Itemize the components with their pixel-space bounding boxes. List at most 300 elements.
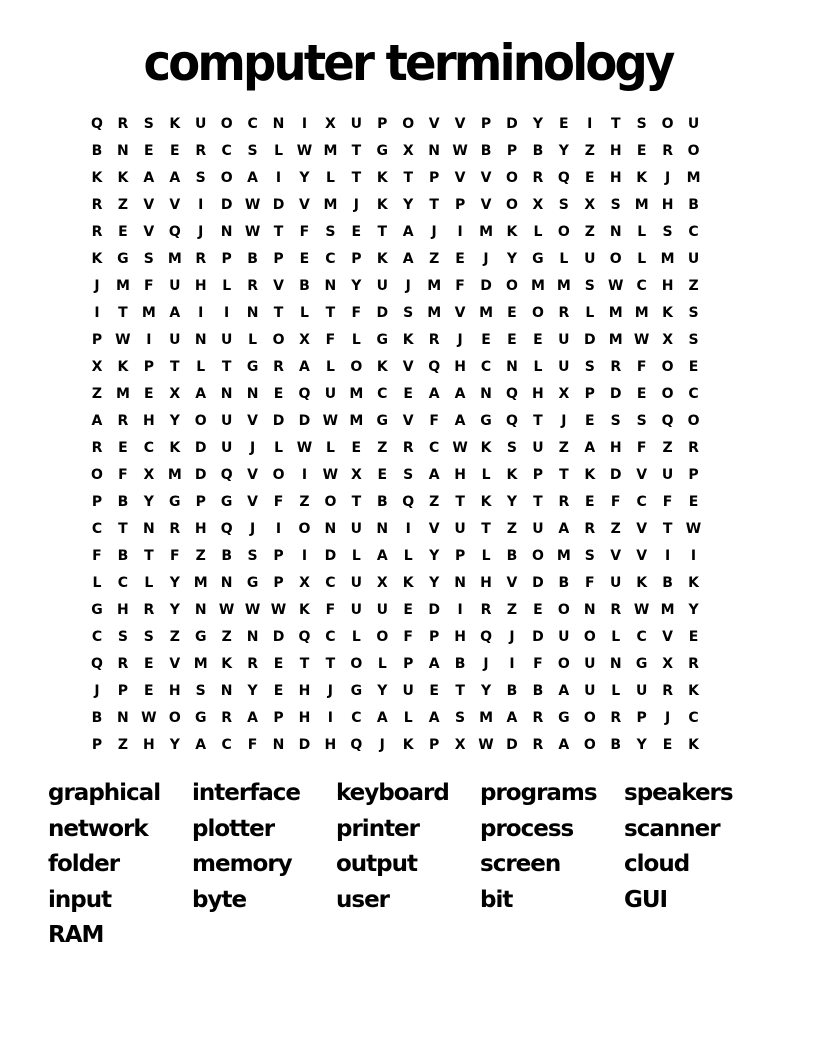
grid-letter: A bbox=[376, 548, 388, 564]
grid-letter: X bbox=[299, 575, 310, 591]
grid-letter: N bbox=[324, 521, 337, 537]
grid-letter: R bbox=[662, 683, 673, 699]
grid-letter: H bbox=[194, 278, 207, 294]
grid-letter: R bbox=[558, 305, 570, 321]
grid-letter: H bbox=[609, 143, 622, 159]
grid-letter: P bbox=[480, 116, 492, 132]
grid-letter: Y bbox=[429, 575, 440, 591]
grid-letter: D bbox=[194, 440, 207, 456]
grid-letter: B bbox=[299, 278, 310, 294]
grid-letter: H bbox=[661, 278, 674, 294]
grid-row bbox=[84, 489, 734, 516]
grid-letter: T bbox=[221, 359, 232, 375]
grid-letter: L bbox=[144, 575, 154, 591]
grid-letter: R bbox=[558, 494, 570, 510]
grid-letter: R bbox=[584, 521, 596, 537]
grid-letter: I bbox=[198, 197, 204, 213]
grid-letter: E bbox=[403, 386, 413, 402]
grid-letter: V bbox=[454, 116, 466, 132]
grid-letter: E bbox=[533, 602, 543, 618]
grid-row bbox=[84, 246, 734, 273]
grid-letter: O bbox=[531, 305, 544, 321]
grid-letter: U bbox=[558, 359, 570, 375]
grid-letter: Z bbox=[506, 602, 518, 618]
grid-letter: F bbox=[247, 737, 258, 753]
grid-letter: L bbox=[351, 548, 361, 564]
grid-letter: B bbox=[454, 656, 466, 672]
grid-letter: I bbox=[457, 602, 463, 618]
grid-letter: L bbox=[274, 143, 283, 159]
grid-letter: N bbox=[142, 521, 155, 537]
grid-letter: Z bbox=[169, 629, 180, 645]
grid-letter: W bbox=[218, 602, 235, 618]
grid-letter: C bbox=[377, 386, 388, 402]
grid-letter: O bbox=[583, 629, 596, 645]
grid-letter: M bbox=[193, 575, 208, 591]
grid-letter: N bbox=[246, 305, 259, 321]
grid-letter: M bbox=[323, 143, 338, 159]
grid-letter: P bbox=[584, 386, 595, 402]
grid-letter: O bbox=[557, 656, 570, 672]
grid-letter: C bbox=[636, 278, 647, 294]
grid-letter: M bbox=[141, 305, 156, 321]
grid-letter: V bbox=[273, 278, 284, 294]
grid-letter: N bbox=[117, 710, 129, 726]
grid-letter: W bbox=[115, 332, 131, 348]
grid-letter: U bbox=[220, 332, 233, 348]
grid-letter: E bbox=[688, 494, 699, 510]
grid-letter: S bbox=[688, 332, 699, 348]
grid-letter: L bbox=[637, 251, 647, 267]
grid-letter: R bbox=[480, 602, 492, 618]
grid-letter: H bbox=[142, 737, 155, 753]
grid-letter: G bbox=[558, 710, 570, 726]
grid-letter: U bbox=[687, 251, 700, 267]
grid-letter: S bbox=[247, 548, 258, 564]
grid-letter: V bbox=[480, 170, 492, 186]
grid-letter: A bbox=[195, 737, 207, 753]
grid-letter: G bbox=[246, 359, 259, 375]
grid-letter: N bbox=[506, 359, 518, 375]
grid-letter: E bbox=[403, 602, 413, 618]
grid-letter: X bbox=[532, 197, 544, 213]
grid-letter: S bbox=[403, 467, 414, 483]
grid-letter: W bbox=[607, 278, 624, 294]
grid-letter: W bbox=[322, 413, 339, 429]
grid-letter: M bbox=[634, 305, 649, 321]
grid-letter: O bbox=[531, 548, 544, 564]
grid-letter: P bbox=[117, 683, 129, 699]
grid-row bbox=[84, 435, 734, 462]
grid-letter: D bbox=[376, 305, 389, 321]
grid-letter: O bbox=[350, 656, 363, 672]
grid-letter: S bbox=[143, 251, 154, 267]
grid-letter: R bbox=[532, 170, 544, 186]
grid-letter: T bbox=[429, 197, 439, 213]
grid-letter: O bbox=[220, 116, 233, 132]
grid-letter: S bbox=[662, 224, 673, 240]
grid-letter: O bbox=[661, 116, 674, 132]
grid-letter: P bbox=[532, 467, 544, 483]
word-list-item: keyboard bbox=[336, 780, 449, 806]
grid-letter: S bbox=[636, 413, 647, 429]
grid-row bbox=[84, 219, 734, 246]
grid-letter: O bbox=[687, 143, 700, 159]
grid-letter: G bbox=[194, 710, 207, 726]
grid-letter: Z bbox=[117, 197, 128, 213]
grid-letter: W bbox=[685, 521, 702, 537]
grid-letter: J bbox=[664, 170, 671, 186]
grid-row bbox=[84, 354, 734, 381]
grid-letter: G bbox=[376, 143, 389, 159]
grid-letter: P bbox=[91, 332, 103, 348]
page-title: computer terminology bbox=[143, 34, 673, 92]
grid-letter: K bbox=[402, 575, 414, 591]
grid-letter: V bbox=[636, 467, 648, 483]
grid-row bbox=[84, 273, 734, 300]
grid-letter: S bbox=[558, 197, 569, 213]
grid-letter: A bbox=[454, 386, 466, 402]
grid-letter: L bbox=[585, 305, 595, 321]
grid-letter: P bbox=[91, 737, 103, 753]
grid-letter: H bbox=[480, 575, 492, 591]
grid-letter: H bbox=[168, 683, 181, 699]
grid-letter: E bbox=[169, 143, 180, 159]
grid-letter: W bbox=[633, 332, 650, 348]
grid-letter: C bbox=[688, 386, 699, 402]
grid-letter: U bbox=[220, 440, 233, 456]
grid-letter: P bbox=[454, 548, 466, 564]
grid-letter: O bbox=[402, 116, 415, 132]
word-list-item: scanner bbox=[624, 815, 720, 842]
grid-letter: K bbox=[480, 440, 492, 456]
grid-letter: A bbox=[558, 521, 570, 537]
grid-letter: O bbox=[376, 629, 389, 645]
grid-letter: I bbox=[457, 224, 463, 240]
grid-letter: O bbox=[220, 170, 233, 186]
grid-letter: R bbox=[91, 224, 103, 240]
grid-letter: Q bbox=[480, 629, 492, 645]
grid-letter: B bbox=[532, 683, 544, 699]
grid-letter: C bbox=[221, 737, 232, 753]
grid-letter: D bbox=[220, 197, 233, 213]
grid-letter: A bbox=[454, 413, 466, 429]
grid-letter: V bbox=[169, 197, 181, 213]
grid-letter: R bbox=[532, 710, 544, 726]
grid-letter: U bbox=[454, 521, 466, 537]
grid-letter: O bbox=[506, 197, 518, 213]
grid-letter: A bbox=[428, 467, 440, 483]
grid-letter: K bbox=[402, 332, 414, 348]
grid-letter: G bbox=[220, 494, 233, 510]
grid-letter: Z bbox=[506, 521, 518, 537]
grid-letter: W bbox=[633, 602, 650, 618]
grid-letter: N bbox=[454, 575, 466, 591]
grid-letter: K bbox=[636, 170, 648, 186]
grid-row bbox=[84, 678, 734, 705]
grid-letter: U bbox=[584, 656, 596, 672]
grid-letter: K bbox=[662, 305, 674, 321]
grid-letter: U bbox=[610, 575, 622, 591]
grid-letter: Y bbox=[506, 494, 518, 510]
grid-letter: V bbox=[169, 656, 181, 672]
grid-letter: Q bbox=[506, 413, 518, 429]
grid-letter: C bbox=[325, 251, 336, 267]
word-list-item: input bbox=[48, 886, 112, 913]
grid-letter: F bbox=[273, 494, 284, 510]
grid-letter: L bbox=[481, 548, 491, 564]
grid-letter: R bbox=[117, 413, 129, 429]
grid-letter: Y bbox=[169, 575, 180, 591]
grid-letter: M bbox=[115, 278, 130, 294]
grid-letter: G bbox=[532, 251, 544, 267]
grid-letter: N bbox=[272, 116, 285, 132]
grid-letter: O bbox=[91, 467, 103, 483]
grid-row bbox=[84, 624, 734, 651]
grid-letter: N bbox=[609, 224, 622, 240]
grid-letter: B bbox=[480, 143, 492, 159]
grid-letter: G bbox=[480, 413, 492, 429]
grid-letter: Y bbox=[403, 197, 414, 213]
grid-letter: I bbox=[301, 548, 308, 564]
grid-letter: A bbox=[558, 737, 570, 753]
grid-letter: T bbox=[662, 521, 673, 537]
grid-letter: U bbox=[376, 278, 388, 294]
grid-letter: K bbox=[376, 359, 388, 375]
grid-letter: U bbox=[687, 116, 700, 132]
word-list-item: printer bbox=[336, 815, 420, 842]
grid-letter: M bbox=[608, 305, 623, 321]
grid-letter: G bbox=[246, 575, 259, 591]
grid-letter: J bbox=[431, 224, 437, 240]
grid-letter: K bbox=[91, 170, 103, 186]
grid-letter: Q bbox=[506, 386, 518, 402]
grid-letter: K bbox=[688, 575, 699, 591]
grid-letter: A bbox=[247, 710, 259, 726]
grid-letter: R bbox=[688, 440, 699, 456]
grid-letter: Q bbox=[91, 656, 103, 672]
grid-row bbox=[84, 327, 734, 354]
grid-letter: E bbox=[584, 413, 595, 429]
grid-letter: V bbox=[402, 359, 414, 375]
grid-letter: Z bbox=[377, 440, 388, 456]
grid-letter: B bbox=[221, 548, 232, 564]
grid-letter: P bbox=[273, 548, 284, 564]
grid-letter: I bbox=[301, 467, 308, 483]
grid-letter: O bbox=[661, 359, 674, 375]
word-list-item: network bbox=[48, 815, 148, 842]
grid-letter: A bbox=[402, 224, 414, 240]
grid-letter: I bbox=[327, 710, 334, 726]
grid-letter: M bbox=[634, 197, 649, 213]
grid-letter: U bbox=[532, 440, 544, 456]
grid-letter: S bbox=[610, 413, 621, 429]
grid-letter: H bbox=[117, 602, 129, 618]
grid-letter: S bbox=[195, 683, 206, 699]
grid-letter: M bbox=[115, 386, 130, 402]
grid-letter: G bbox=[117, 251, 129, 267]
grid-letter: K bbox=[91, 251, 103, 267]
grid-letter: P bbox=[273, 710, 284, 726]
grid-letter: U bbox=[350, 602, 363, 618]
grid-letter: E bbox=[662, 737, 673, 753]
grid-letter: P bbox=[273, 575, 284, 591]
grid-letter: D bbox=[532, 575, 544, 591]
grid-letter: C bbox=[688, 224, 699, 240]
grid-letter: F bbox=[118, 467, 128, 483]
grid-letter: D bbox=[298, 737, 311, 753]
grid-letter: K bbox=[117, 170, 129, 186]
grid-letter: E bbox=[584, 494, 595, 510]
grid-letter: E bbox=[144, 143, 154, 159]
word-list bbox=[48, 776, 788, 954]
grid-letter: O bbox=[583, 710, 596, 726]
grid-letter: N bbox=[194, 332, 207, 348]
grid-letter: M bbox=[660, 602, 675, 618]
grid-letter: R bbox=[91, 197, 103, 213]
grid-letter: P bbox=[429, 737, 440, 753]
grid-letter: A bbox=[195, 386, 207, 402]
grid-letter: F bbox=[636, 359, 647, 375]
grid-letter: L bbox=[222, 278, 232, 294]
grid-letter: R bbox=[247, 656, 258, 672]
grid-letter: S bbox=[247, 143, 258, 159]
grid-letter: T bbox=[273, 305, 284, 321]
grid-letter: Y bbox=[299, 170, 310, 186]
grid-letter: M bbox=[686, 170, 701, 186]
grid-letter: F bbox=[169, 548, 180, 564]
grid-letter: F bbox=[325, 602, 336, 618]
grid-letter: N bbox=[194, 602, 207, 618]
grid-letter: U bbox=[402, 683, 414, 699]
grid-letter: I bbox=[405, 521, 411, 537]
grid-letter: P bbox=[429, 170, 440, 186]
grid-letter: A bbox=[376, 710, 388, 726]
grid-letter: R bbox=[117, 116, 129, 132]
grid-letter: K bbox=[688, 683, 699, 699]
grid-letter: Z bbox=[429, 494, 440, 510]
grid-letter: W bbox=[270, 602, 287, 618]
grid-letter: X bbox=[169, 386, 181, 402]
word-list-item: GUI bbox=[624, 886, 668, 913]
grid-letter: K bbox=[169, 116, 181, 132]
grid-letter: F bbox=[144, 278, 154, 294]
grid-letter: R bbox=[688, 656, 699, 672]
grid-letter: E bbox=[118, 440, 128, 456]
grid-letter: N bbox=[246, 386, 259, 402]
grid-letter: M bbox=[660, 251, 675, 267]
grid-letter: M bbox=[167, 467, 182, 483]
grid-letter: Y bbox=[429, 548, 440, 564]
grid-letter: B bbox=[506, 548, 518, 564]
grid-letter: T bbox=[455, 494, 465, 510]
grid-letter: K bbox=[299, 602, 310, 618]
grid-letter: W bbox=[296, 440, 313, 456]
grid-letter: L bbox=[274, 440, 283, 456]
grid-letter: U bbox=[584, 683, 596, 699]
grid-letter: K bbox=[376, 251, 388, 267]
grid-letter: A bbox=[428, 710, 440, 726]
grid-letter: M bbox=[167, 251, 182, 267]
grid-letter: Q bbox=[350, 737, 363, 753]
grid-row bbox=[84, 570, 734, 597]
grid-letter: Y bbox=[169, 737, 180, 753]
grid-letter: I bbox=[690, 548, 697, 564]
grid-row bbox=[84, 408, 734, 435]
grid-letter: F bbox=[636, 440, 647, 456]
grid-letter: S bbox=[325, 224, 336, 240]
grid-letter: P bbox=[195, 494, 206, 510]
grid-letter: E bbox=[351, 440, 362, 456]
word-list-item: interface bbox=[192, 780, 300, 806]
grid-row bbox=[84, 300, 734, 327]
grid-row bbox=[84, 138, 734, 165]
grid-letter: J bbox=[379, 737, 385, 753]
grid-letter: R bbox=[91, 440, 103, 456]
grid-letter: T bbox=[455, 683, 465, 699]
grid-letter: S bbox=[688, 305, 699, 321]
grid-letter: U bbox=[220, 413, 233, 429]
grid-letter: B bbox=[117, 548, 129, 564]
grid-letter: N bbox=[220, 224, 233, 240]
grid-letter: Q bbox=[402, 494, 415, 510]
word-list-item: folder bbox=[48, 851, 120, 878]
grid-letter: S bbox=[455, 710, 466, 726]
grid-letter: T bbox=[559, 467, 569, 483]
grid-letter: W bbox=[244, 224, 261, 240]
grid-letter: U bbox=[350, 116, 363, 132]
grid-row bbox=[84, 732, 734, 759]
grid-letter: I bbox=[664, 548, 671, 564]
grid-letter: O bbox=[272, 467, 285, 483]
grid-letter: W bbox=[478, 737, 494, 753]
grid-letter: P bbox=[221, 251, 232, 267]
grid-letter: C bbox=[480, 359, 492, 375]
grid-letter: W bbox=[141, 710, 157, 726]
grid-letter: E bbox=[507, 305, 517, 321]
grid-letter: W bbox=[452, 440, 468, 456]
word-list-item: memory bbox=[192, 851, 292, 878]
grid-letter: V bbox=[636, 521, 648, 537]
grid-letter: R bbox=[273, 359, 284, 375]
grid-letter: O bbox=[506, 278, 518, 294]
grid-letter: X bbox=[402, 143, 414, 159]
grid-letter: N bbox=[220, 575, 233, 591]
grid-letter: U bbox=[324, 386, 337, 402]
grid-letter: M bbox=[349, 386, 364, 402]
grid-letter: O bbox=[609, 251, 622, 267]
grid-letter: N bbox=[272, 737, 285, 753]
grid-letter: H bbox=[532, 386, 544, 402]
grid-letter: Y bbox=[558, 143, 569, 159]
grid-letter: C bbox=[247, 116, 258, 132]
grid-letter: J bbox=[483, 251, 489, 267]
grid-letter: F bbox=[455, 278, 465, 294]
word-list-item: process bbox=[480, 815, 574, 842]
grid-letter: A bbox=[247, 170, 259, 186]
word-list-item: output bbox=[336, 851, 418, 878]
grid-letter: J bbox=[561, 413, 567, 429]
grid-letter: F bbox=[584, 575, 595, 591]
grid-letter: E bbox=[351, 224, 362, 240]
grid-letter: D bbox=[609, 386, 622, 402]
grid-letter: J bbox=[509, 629, 515, 645]
grid-letter: N bbox=[583, 602, 596, 618]
grid-letter: B bbox=[610, 737, 622, 753]
grid-letter: I bbox=[275, 170, 282, 186]
grid-letter: Q bbox=[220, 467, 233, 483]
grid-letter: P bbox=[143, 359, 154, 375]
